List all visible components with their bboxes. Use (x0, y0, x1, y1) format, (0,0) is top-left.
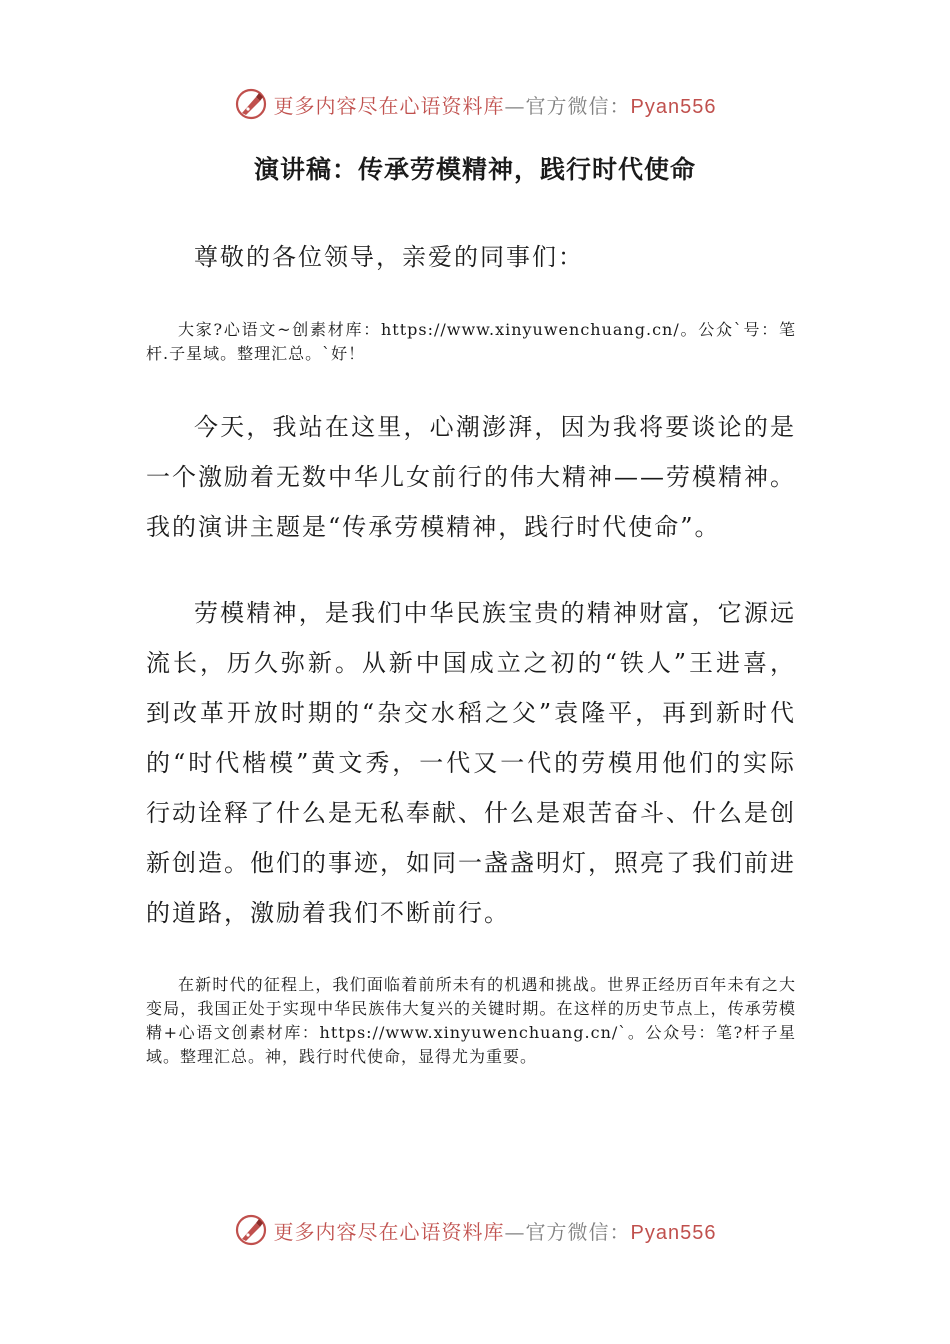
footer-banner-text (274, 1216, 717, 1245)
header-banner (0, 84, 950, 124)
banner-official-label: 官方微信： (525, 93, 631, 118)
document-title: 演讲稿：传承劳模精神，践行时代使命 (253, 155, 696, 184)
banner-dash: — (504, 93, 526, 118)
banner-wechat-id: Pyan556 (630, 1221, 717, 1244)
salutation: 尊敬的各位领导，亲爱的同事们： (194, 243, 584, 271)
banner-slogan: 更多内容尽在心语资料库 (273, 93, 505, 118)
paragraph-new-era: 在新时代的征程上，我们面临着前所未有的机遇和挑战。世界正经历百年未有之大变局，我国正处于实现中华民族伟大复兴的关键时期。在这样的历史节点上，传承劳模精+心语文创素材库：https://www.xinyuwenchuang.cn/`。公众号：笔?杆子星域。整理汇总。神，践行时代使命，显得尤为重要。 (146, 975, 796, 1066)
banner-dash: — (504, 1219, 526, 1244)
banner-official-label: 官方微信： (525, 1219, 631, 1244)
banner-slogan: 更多内容尽在心语资料库 (273, 1219, 505, 1244)
paragraph-labor-model-spirit: 劳模精神，是我们中华民族宝贵的精神财富，它源远流长，历久弥新。从新中国成立之初的“铁人”王进喜，到改革开放时期的“杂交水稻之父”袁隆平，再到新时代的“时代楷模”黄文秀，一代又一代的劳模用他们的实际行动诠释了什么是无私奉献、什么是艰苦奋斗、什么是创新创造。他们的事迹，如同一盏盏明灯，照亮了我们前进的道路，激励着我们不断前行。 (146, 599, 796, 927)
watermark-note: 大家?心语文~创素材库：https://www.xinyuwenchuang.cn/。公众`号：笔杆.子星域。整理汇总。`好！ (146, 320, 796, 363)
pen-nib-logo-icon (234, 1213, 268, 1247)
pen-nib-logo-icon (234, 87, 268, 121)
paragraph-intro: 今天，我站在这里，心潮澎湃，因为我将要谈论的是一个激励着无数中华儿女前行的伟大精神——劳模精神。我的演讲主题是“传承劳模精神，践行时代使命”。 (146, 413, 796, 541)
header-banner-text (274, 90, 717, 119)
footer-banner (0, 1210, 950, 1250)
banner-wechat-id: Pyan556 (630, 95, 717, 118)
